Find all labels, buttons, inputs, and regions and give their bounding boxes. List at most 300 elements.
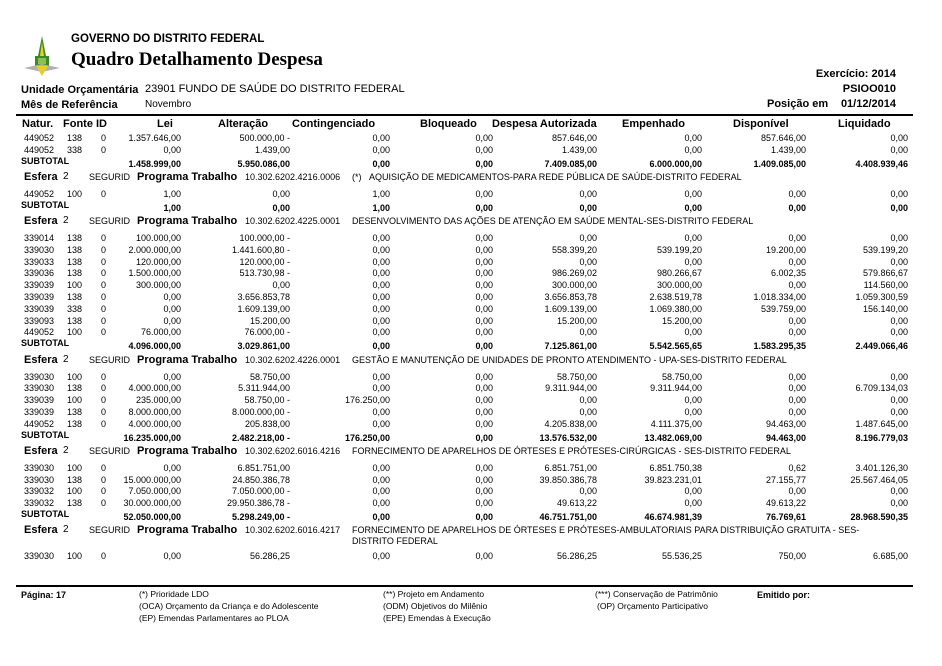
cell-alteracao: 0,00 xyxy=(272,280,290,291)
cell-natureza: 449052 xyxy=(24,188,55,199)
cell-liquidado: 579.866,67 xyxy=(862,268,908,279)
cell-despesa-autorizada: 558.399,20 xyxy=(551,244,597,255)
legend-op: (OP) Orçamento Participativo xyxy=(597,601,709,611)
cell-liquidado: 0,00 xyxy=(890,315,908,326)
col-liquidado: Liquidado xyxy=(838,118,891,130)
subtotal-disponivel: 94.463,00 xyxy=(765,432,806,443)
subtotal-despesa-autorizada: 13.576.532,00 xyxy=(539,432,597,443)
cell-lei: 0,00 xyxy=(163,462,181,473)
subtotal-bloqueado: 0,00 xyxy=(475,512,493,522)
subtotal-empenhado: 5.542.565,65 xyxy=(649,341,702,352)
cell-alteracao: 0,00 xyxy=(272,188,290,199)
cell-alteracao: 56.286,25 xyxy=(249,551,290,562)
col-despesa-autorizada: Despesa Autorizada xyxy=(492,118,597,130)
cell-natureza: 339039 xyxy=(24,280,55,291)
cell-liquidado: 0,00 xyxy=(890,498,908,509)
cell-natureza: 449052 xyxy=(24,144,55,155)
cell-id: 0 xyxy=(101,244,107,255)
col-alteracao: Alteração xyxy=(218,118,269,130)
cell-id: 0 xyxy=(101,256,107,267)
cell-natureza: 449052 xyxy=(24,418,55,429)
legend-projeto-andamento: (**) Projeto em Andamento xyxy=(383,589,485,599)
cell-natureza: 339014 xyxy=(24,233,55,243)
cell-natureza: 339039 xyxy=(24,292,55,302)
cell-empenhado: 4.111.375,00 xyxy=(650,418,702,429)
cell-bloqueado: 0,00 xyxy=(475,551,493,562)
subtotal-disponivel: 1.409.085,00 xyxy=(753,158,806,169)
cell-alteracao: 8.000.000,00 - xyxy=(231,406,290,417)
cell-empenhado: 9.311.944,00 xyxy=(650,383,702,394)
cell-contingenciado: 0,00 xyxy=(372,133,390,143)
cell-lei: 1.500.000,00 xyxy=(128,268,181,279)
subtotal-empenhado: 46.674.981,39 xyxy=(644,512,702,522)
esfera-number: 2 xyxy=(63,215,69,226)
esfera-label: Esfera xyxy=(24,444,58,457)
footer-divider xyxy=(16,585,913,587)
unidade-label: Unidade Orçamentária xyxy=(21,84,139,96)
subtotal-bloqueado: 0,00 xyxy=(475,341,493,352)
esfera-number: 2 xyxy=(63,170,69,182)
posicao-label: Posição em xyxy=(767,98,829,110)
cell-liquidado: 25.567.464,05 xyxy=(850,474,908,485)
cell-bloqueado: 0,00 xyxy=(475,395,493,406)
subtotal-disponivel: 76.769,61 xyxy=(765,512,806,522)
cell-fonte: 138 xyxy=(67,233,83,243)
cell-fonte: 100 xyxy=(67,486,83,497)
cell-contingenciado: 1,00 xyxy=(372,188,390,199)
cell-despesa-autorizada: 0,00 xyxy=(579,188,597,199)
cell-disponivel: 0,00 xyxy=(788,406,806,417)
cell-alteracao: 6.851.751,00 xyxy=(237,462,290,473)
cell-liquidado: 0,00 xyxy=(890,188,908,199)
cell-bloqueado: 0,00 xyxy=(475,406,493,417)
cell-despesa-autorizada: 3.656.853,78 xyxy=(544,292,597,302)
cell-alteracao: 15.200,00 xyxy=(249,315,290,326)
cell-id: 0 xyxy=(101,462,107,473)
subtotal-alteracao: 3.029.861,00 xyxy=(237,341,290,352)
cell-liquidado: 156.140,00 xyxy=(862,303,908,314)
cell-disponivel: 6.002,35 xyxy=(770,268,806,279)
cell-empenhado: 0,00 xyxy=(684,133,702,143)
cell-empenhado: 0,00 xyxy=(684,233,702,243)
cell-id: 0 xyxy=(101,188,107,199)
brasilia-coat-of-arms-icon xyxy=(22,34,62,78)
cell-id: 0 xyxy=(101,498,107,509)
cell-contingenciado: 0,00 xyxy=(372,418,390,429)
subtotal-contingenciado: 176.250,00 xyxy=(344,432,390,443)
cell-lei: 235.000,00 xyxy=(135,395,181,406)
cell-empenhado: 0,00 xyxy=(684,256,702,267)
programa-code: 10.302.6202.6016.4216 xyxy=(245,445,341,456)
cell-fonte: 100 xyxy=(67,188,83,199)
programa-description: GESTÃO E MANUTENÇÃO DE UNIDADES DE PRONTO ATENDIMENTO - UPA-SES-DISTRITO FEDERAL xyxy=(352,354,787,365)
cell-despesa-autorizada: 56.286,25 xyxy=(556,551,597,562)
cell-natureza: 339033 xyxy=(24,256,55,267)
subtotal-liquidado: 4.408.939,46 xyxy=(855,158,908,169)
cell-bloqueado: 0,00 xyxy=(475,144,493,155)
subtotal-lei: 1.458.999,00 xyxy=(128,158,181,169)
cell-fonte: 138 xyxy=(67,244,83,255)
cell-liquidado: 0,00 xyxy=(890,133,908,143)
cell-disponivel: 539.759,00 xyxy=(760,303,806,314)
cell-contingenciado: 0,00 xyxy=(372,486,390,497)
cell-bloqueado: 0,00 xyxy=(475,292,493,302)
esfera-header xyxy=(0,524,942,547)
legend-prioridade-ldo: (*) Prioridade LDO xyxy=(139,589,209,599)
cell-natureza: 339030 xyxy=(24,462,55,473)
cell-disponivel: 0,00 xyxy=(788,256,806,267)
subtotal-despesa-autorizada: 7.125.861,00 xyxy=(544,341,597,352)
programa-description: FORNECIMENTO DE APARELHOS DE ÓRTESES E PRÓTESES-CIRÚRGICAS - SES-DISTRITO FEDERAL xyxy=(352,445,791,456)
cell-fonte: 138 xyxy=(67,315,83,326)
cell-disponivel: 1.018.334,00 xyxy=(753,292,806,302)
cell-disponivel: 0,00 xyxy=(788,280,806,291)
cell-contingenciado: 0,00 xyxy=(372,233,390,243)
subtotal-contingenciado: 0,00 xyxy=(372,158,390,169)
cell-id: 0 xyxy=(101,486,107,497)
cell-alteracao: 76.000,00 - xyxy=(244,327,290,338)
cell-lei: 100.000,00 xyxy=(135,233,181,243)
subtotal-bloqueado: 0,00 xyxy=(475,158,493,169)
cell-disponivel: 750,00 xyxy=(778,551,806,562)
posicao-date: 01/12/2014 xyxy=(840,98,896,110)
subtotal-label: SUBTOTAL xyxy=(21,338,70,349)
cell-contingenciado: 0,00 xyxy=(372,256,390,267)
cell-bloqueado: 0,00 xyxy=(475,256,493,267)
subtotal-liquidado: 2.449.066,46 xyxy=(855,341,908,352)
esfera-number: 2 xyxy=(63,444,69,456)
cell-contingenciado: 0,00 xyxy=(372,383,390,394)
subtotal-row xyxy=(0,509,942,522)
cell-bloqueado: 0,00 xyxy=(475,462,493,473)
cell-disponivel: 0,00 xyxy=(788,383,806,394)
programa-code: 10.302.6202.4226.0001 xyxy=(245,354,341,365)
col-fonte: Fonte xyxy=(63,118,93,130)
cell-liquidado: 114.560,00 xyxy=(863,280,908,291)
cell-fonte: 100 xyxy=(67,395,83,406)
subtotal-row xyxy=(0,338,942,351)
cell-contingenciado: 0,00 xyxy=(372,551,390,562)
cell-fonte: 138 xyxy=(67,133,83,143)
cell-bloqueado: 0,00 xyxy=(475,280,493,291)
subtotal-contingenciado: 0,00 xyxy=(372,512,390,522)
programa-trabalho-label: Programa Trabalho xyxy=(137,170,238,183)
seguridade: SEGURID xyxy=(89,354,131,365)
legend-conservacao-patrimonio: (***) Conservação de Patrimônio xyxy=(595,589,718,599)
cell-empenhado: 300.000,00 xyxy=(656,280,702,291)
cell-liquidado: 3.401.126,30 xyxy=(855,462,908,473)
cell-bloqueado: 0,00 xyxy=(475,371,493,382)
cell-despesa-autorizada: 0,00 xyxy=(579,406,597,417)
subtotal-liquidado: 0,00 xyxy=(890,202,908,213)
cell-contingenciado: 0,00 xyxy=(372,315,390,326)
cell-bloqueado: 0,00 xyxy=(475,418,493,429)
cell-alteracao: 120.000,00 - xyxy=(239,256,290,267)
esfera-label: Esfera xyxy=(24,524,58,537)
cell-fonte: 138 xyxy=(67,268,83,279)
subtotal-empenhado: 6.000.000,00 xyxy=(649,158,702,169)
cell-lei: 76.000,00 xyxy=(140,327,181,338)
subtotal-empenhado: 13.482.069,00 xyxy=(644,432,702,443)
cell-empenhado: 58.750,00 xyxy=(661,371,702,382)
cell-alteracao: 1.609.139,00 xyxy=(237,303,290,314)
col-id: ID xyxy=(96,118,107,130)
legend-odm: (ODM) Objetivos do Milênio xyxy=(383,601,488,611)
cell-liquidado: 0,00 xyxy=(890,327,908,338)
cell-bloqueado: 0,00 xyxy=(475,188,493,199)
col-natur: Natur. xyxy=(22,118,54,130)
subtotal-bloqueado: 0,00 xyxy=(475,202,493,213)
cell-id: 0 xyxy=(101,551,107,562)
col-lei: Lei xyxy=(157,118,173,130)
cell-empenhado: 0,00 xyxy=(684,406,702,417)
cell-lei: 0,00 xyxy=(163,303,181,314)
subtotal-label: SUBTOTAL xyxy=(21,155,70,166)
cell-despesa-autorizada: 300.000,00 xyxy=(551,280,597,291)
cell-empenhado: 6.851.750,38 xyxy=(649,462,702,473)
cell-empenhado: 2.638.519,78 xyxy=(649,292,702,302)
cell-liquidado: 1.059.300,59 xyxy=(855,292,908,302)
cell-bloqueado: 0,00 xyxy=(475,486,493,497)
cell-contingenciado: 0,00 xyxy=(372,292,390,302)
cell-id: 0 xyxy=(101,303,107,314)
cell-empenhado: 0,00 xyxy=(684,188,702,199)
cell-disponivel: 857.646,00 xyxy=(760,133,806,143)
cell-disponivel: 27.155,77 xyxy=(765,474,806,485)
cell-fonte: 338 xyxy=(67,303,83,314)
subtotal-liquidado: 28.968.590,35 xyxy=(850,512,908,522)
cell-contingenciado: 0,00 xyxy=(372,268,390,279)
cell-lei: 1.357.646,00 xyxy=(128,133,181,143)
priority-mark: (*) xyxy=(352,171,362,182)
cell-empenhado: 539.199,20 xyxy=(656,244,702,255)
cell-despesa-autorizada: 39.850.386,78 xyxy=(539,474,597,485)
cell-lei: 2.000.000,00 xyxy=(128,244,181,255)
cell-empenhado: 0,00 xyxy=(684,486,702,497)
cell-fonte: 338 xyxy=(67,144,83,155)
cell-bloqueado: 0,00 xyxy=(475,133,493,143)
programa-trabalho-label: Programa Trabalho xyxy=(137,524,238,537)
cell-natureza: 339032 xyxy=(24,498,55,509)
cell-bloqueado: 0,00 xyxy=(475,233,493,243)
cell-natureza: 339030 xyxy=(24,371,55,382)
cell-despesa-autorizada: 0,00 xyxy=(579,256,597,267)
cell-disponivel: 0,00 xyxy=(788,327,806,338)
cell-despesa-autorizada: 0,00 xyxy=(579,486,597,497)
cell-natureza: 339039 xyxy=(24,395,55,406)
cell-liquidado: 0,00 xyxy=(890,144,908,155)
subtotal-lei: 4.096.000,00 xyxy=(128,341,181,352)
esfera-header xyxy=(0,354,942,370)
cell-despesa-autorizada: 4.205.838,00 xyxy=(544,418,597,429)
cell-liquidado: 0,00 xyxy=(890,406,908,417)
cell-despesa-autorizada: 1.439,00 xyxy=(561,144,597,155)
cell-empenhado: 55.536,25 xyxy=(661,551,702,562)
seguridade: SEGURID xyxy=(89,445,131,456)
col-contingenciado: Contingenciado xyxy=(292,118,376,130)
cell-id: 0 xyxy=(101,292,107,302)
government-name: GOVERNO DO DISTRITO FEDERAL xyxy=(71,33,265,45)
programa-trabalho-label: Programa Trabalho xyxy=(137,444,238,457)
cell-despesa-autorizada: 986.269,02 xyxy=(551,268,597,279)
cell-alteracao: 24.850.386,78 xyxy=(232,474,290,485)
cell-disponivel: 0,00 xyxy=(788,233,806,243)
cell-fonte: 100 xyxy=(67,462,83,473)
cell-despesa-autorizada: 58.750,00 xyxy=(556,371,597,382)
mes-label: Mês de Referência xyxy=(21,99,118,111)
cell-contingenciado: 0,00 xyxy=(372,371,390,382)
cell-bloqueado: 0,00 xyxy=(475,474,493,485)
subtotal-liquidado: 8.196.779,03 xyxy=(855,432,908,443)
report-title: Quadro Detalhamento Despesa xyxy=(71,49,323,70)
cell-lei: 1,00 xyxy=(163,188,181,199)
cell-natureza: 339030 xyxy=(24,244,55,255)
cell-alteracao: 1.441.600,80 - xyxy=(231,244,290,255)
cell-id: 0 xyxy=(101,327,107,338)
cell-id: 0 xyxy=(101,383,107,394)
cell-contingenciado: 0,00 xyxy=(372,462,390,473)
cell-despesa-autorizada: 0,00 xyxy=(579,395,597,406)
subtotal-disponivel: 0,00 xyxy=(788,202,806,213)
legend-epe: (EPE) Emendas à Execução xyxy=(383,613,491,623)
cell-lei: 30.000.000,00 xyxy=(123,498,181,509)
cell-lei: 0,00 xyxy=(163,315,181,326)
subtotal-alteracao: 0,00 xyxy=(272,202,290,213)
cell-lei: 8.000.000,00 xyxy=(128,406,181,417)
cell-disponivel: 19.200,00 xyxy=(765,244,806,255)
cell-disponivel: 49.613,22 xyxy=(765,498,806,509)
subtotal-lei: 16.235.000,00 xyxy=(123,432,181,443)
cell-contingenciado: 0,00 xyxy=(372,144,390,155)
cell-alteracao: 58.750,00 - xyxy=(244,395,290,406)
cell-contingenciado: 0,00 xyxy=(372,474,390,485)
subtotal-contingenciado: 1,00 xyxy=(372,202,390,213)
cell-fonte: 138 xyxy=(67,406,83,417)
cell-empenhado: 0,00 xyxy=(684,498,702,509)
esfera-header xyxy=(0,215,942,231)
report-code: PSIOO010 xyxy=(842,83,896,95)
cell-liquidado: 6.709.134,03 xyxy=(855,383,908,394)
cell-alteracao: 1.439,00 xyxy=(254,144,290,155)
subtotal-despesa-autorizada: 46.751.751,00 xyxy=(539,512,597,522)
cell-lei: 300.000,00 xyxy=(135,280,181,291)
cell-id: 0 xyxy=(101,268,107,279)
cell-liquidado: 539.199,20 xyxy=(862,244,908,255)
table-header xyxy=(0,118,942,131)
cell-disponivel: 0,62 xyxy=(788,462,806,473)
cell-bloqueado: 0,00 xyxy=(475,244,493,255)
cell-alteracao: 5.311.944,00 xyxy=(238,383,290,394)
cell-empenhado: 15.200,00 xyxy=(661,315,702,326)
cell-contingenciado: 0,00 xyxy=(372,406,390,417)
cell-contingenciado: 0,00 xyxy=(372,303,390,314)
cell-fonte: 138 xyxy=(67,383,83,394)
cell-id: 0 xyxy=(101,280,107,291)
cell-liquidado: 0,00 xyxy=(890,486,908,497)
subtotal-despesa-autorizada: 7.409.085,00 xyxy=(544,158,597,169)
cell-natureza: 339039 xyxy=(24,406,55,417)
subtotal-label: SUBTOTAL xyxy=(21,429,70,440)
cell-natureza: 449052 xyxy=(24,327,55,338)
exercicio: Exercício: 2014 xyxy=(815,68,896,80)
cell-id: 0 xyxy=(101,371,107,382)
subtotal-bloqueado: 0,00 xyxy=(475,432,493,443)
cell-fonte: 100 xyxy=(67,551,83,562)
subtotal-row xyxy=(0,430,942,443)
cell-despesa-autorizada: 49.613,22 xyxy=(556,498,597,509)
cell-contingenciado: 0,00 xyxy=(372,327,390,338)
seguridade: SEGURID xyxy=(89,216,131,226)
esfera-header xyxy=(0,445,942,461)
cell-contingenciado: 0,00 xyxy=(372,498,390,509)
cell-empenhado: 0,00 xyxy=(684,395,702,406)
cell-lei: 0,00 xyxy=(163,292,181,302)
cell-despesa-autorizada: 857.646,00 xyxy=(551,133,597,143)
mes-value: Novembro xyxy=(145,99,192,110)
subtotal-contingenciado: 0,00 xyxy=(372,341,390,352)
cell-disponivel: 0,00 xyxy=(788,188,806,199)
cell-natureza: 339030 xyxy=(24,383,55,394)
subtotal-label: SUBTOTAL xyxy=(21,199,70,210)
cell-empenhado: 0,00 xyxy=(684,144,702,155)
cell-disponivel: 0,00 xyxy=(788,486,806,497)
cell-bloqueado: 0,00 xyxy=(475,303,493,314)
legend-ep: (EP) Emendas Parlamentares ao PLOA xyxy=(139,613,289,623)
cell-fonte: 100 xyxy=(67,371,83,382)
cell-contingenciado: 0,00 xyxy=(372,244,390,255)
cell-natureza: 339039 xyxy=(24,303,55,314)
cell-lei: 4.000.000,00 xyxy=(128,418,181,429)
cell-despesa-autorizada: 0,00 xyxy=(579,233,597,243)
cell-disponivel: 0,00 xyxy=(788,315,806,326)
cell-id: 0 xyxy=(101,315,107,326)
cell-empenhado: 980.266,67 xyxy=(656,268,702,279)
cell-fonte: 138 xyxy=(67,292,83,302)
programa-description: DESENVOLVIMENTO DAS AÇÕES DE ATENÇÃO EM SAÚDE MENTAL-SES-DISTRITO FEDERAL xyxy=(352,216,754,226)
cell-natureza: 339036 xyxy=(24,268,55,279)
cell-lei: 4.000.000,00 xyxy=(128,383,181,394)
subtotal-lei: 1,00 xyxy=(163,202,181,213)
subtotal-alteracao: 2.482.218,00 - xyxy=(231,432,290,443)
cell-id: 0 xyxy=(101,474,107,485)
subtotal-disponivel: 1.583.295,35 xyxy=(753,341,806,352)
cell-liquidado: 0,00 xyxy=(890,395,908,406)
cell-empenhado: 39.823.231,01 xyxy=(644,474,702,485)
cell-bloqueado: 0,00 xyxy=(475,315,493,326)
programa-description: AQUISIÇÃO DE MEDICAMENTOS-PARA REDE PÚBLICA DE SAÚDE-DISTRITO FEDERAL xyxy=(369,171,742,182)
cell-alteracao: 205.838,00 xyxy=(244,418,290,429)
header-divider xyxy=(16,114,913,116)
cell-alteracao: 513.730,98 - xyxy=(239,268,290,279)
cell-bloqueado: 0,00 xyxy=(475,268,493,279)
cell-id: 0 xyxy=(101,418,107,429)
programa-description: FORNECIMENTO DE APARELHOS DE ÓRTESES E PRÓTESES-AMBULATORIAIS PARA DISTRIBUIÇÃO GRATUITA - SES-DISTRITO FEDERAL xyxy=(352,525,860,547)
subtotal-alteracao: 5.298.249,00 - xyxy=(231,512,290,522)
cell-despesa-autorizada: 6.851.751,00 xyxy=(544,462,597,473)
programa-code: 10.302.6202.4216.0006 xyxy=(245,171,341,182)
cell-contingenciado: 176.250,00 xyxy=(344,395,390,406)
table-row xyxy=(0,551,942,564)
cell-lei: 0,00 xyxy=(163,144,181,155)
cell-id: 0 xyxy=(101,233,107,243)
cell-natureza: 339093 xyxy=(24,315,55,326)
cell-id: 0 xyxy=(101,406,107,417)
esfera-number: 2 xyxy=(63,524,69,536)
cell-bloqueado: 0,00 xyxy=(475,383,493,394)
legend-oca: (OCA) Orçamento da Criança e do Adolescente xyxy=(139,601,319,611)
cell-despesa-autorizada: 0,00 xyxy=(579,327,597,338)
cell-despesa-autorizada: 15.200,00 xyxy=(556,315,597,326)
